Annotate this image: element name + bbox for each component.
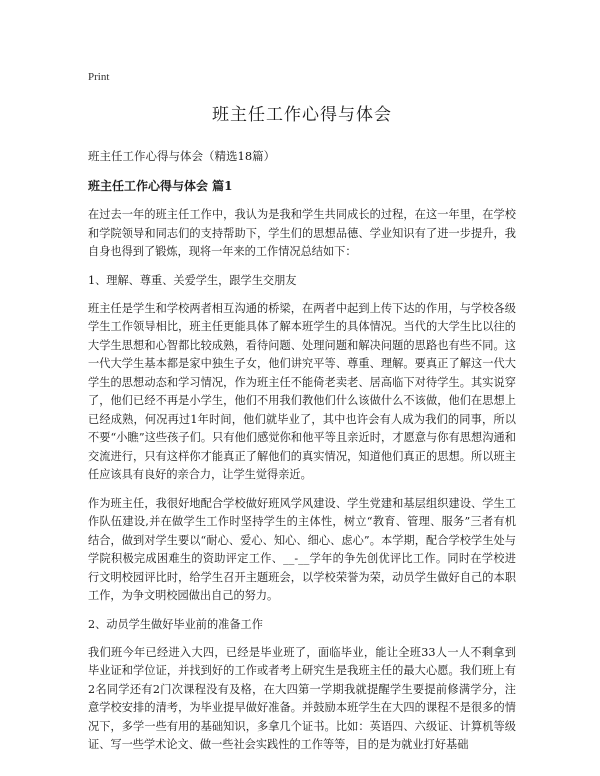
subheading-1: 1、理解、尊重、关爱学生，跟学生交朋友 (88, 273, 297, 287)
document-subtitle: 班主任工作心得与体会（精选18篇） (88, 149, 276, 163)
document-page (88, 70, 516, 765)
print-label[interactable]: Print (88, 71, 110, 83)
paragraph-body-3: 我们班今年已经进入大四，已经是毕业班了，面临毕业，能让全班33人一人不剩拿到毕业证和学位证，并找到好的工作或者考上研究生是我班主任的最大心愿。我们班上有2名同学还有2门次课程没有及格，在大四第一学期我就提醒学生要提前修满学分，注意学校安排的清考，为毕业提早做好准备。并鼓励本班学生在大四的课程不是很多的情况下，多学一些有用的基础知识，多拿几个证书。比如：英语四、六级证、计算机等级证、写一些学术论文、做一些社会实践性的工作等等，目的是为就业打好基础 (88, 645, 516, 751)
paragraph-intro: 在过去一年的班主任工作中，我认为是我和学生共同成长的过程，在这一年里，在学校和学院领导和同志们的支持帮助下，学生们的思想品德、学业知识有了进一步提升，我自身也得到了锻炼，现将一年来的工作情况总结如下： (88, 208, 516, 258)
paragraph-body-2: 作为班主任，我很好地配合学校做好班风学风建设、学生党建和基层组织建设、学生工作队伍建设,并在做学生工作时坚持学生的主体性，树立“教育、管理、服务”三者有机结合，做到对学生要以“耐心、爱心、知心、细心、虑心”。本学期，配合学校学生处与学院积极完成困难生的资助评定工作、__-__学年的争先创优评比工作。同时在学校进行文明校园评比时，给学生召开主题班会，以学校荣誉为荣，动员学生做好自己的本职工作，为争文明校园做出自己的努力。 (88, 496, 516, 602)
paragraph-body-1: 班主任是学生和学校两者相互沟通的桥梁，在两者中起到上传下达的作用，与学校各级学生工作领导相比，班主任更能具体了解本班学生的具体情况。当代的大学生比以往的大学生思想和心智都比较成熟，看待问题、处理问题和解决问题的思路也有些不同。这一代大学生基本都是家中独生子女，他们讲究平等、尊重、理解。要真正了解这一代大学生的思想动态和学习情况，作为班主任不能倚老卖老、居高临下对待学生。其实说穿了，他们已经不再是小学生，他们不用我们教他们什么该做什么不该做，他们在思想上已经成熟，何况再过1年时间，他们就毕业了，其中也许会有人成为我们的同事，所以不要“小瞧”这些孩子们。只有他们感觉你和他平等且亲近时，才愿意与你有思想沟通和交流进行，只有这样你才能真正了解他们的真实情况，知道他们真正的思想。所以班主任应该具有良好的亲合力，让学生觉得亲近。 (88, 301, 516, 481)
page-title: 班主任工作心得与体会 (212, 105, 392, 125)
section-title: 班主任工作心得与体会 篇1 (88, 179, 233, 193)
subheading-2: 2、动员学生做好毕业前的准备工作 (88, 617, 263, 631)
